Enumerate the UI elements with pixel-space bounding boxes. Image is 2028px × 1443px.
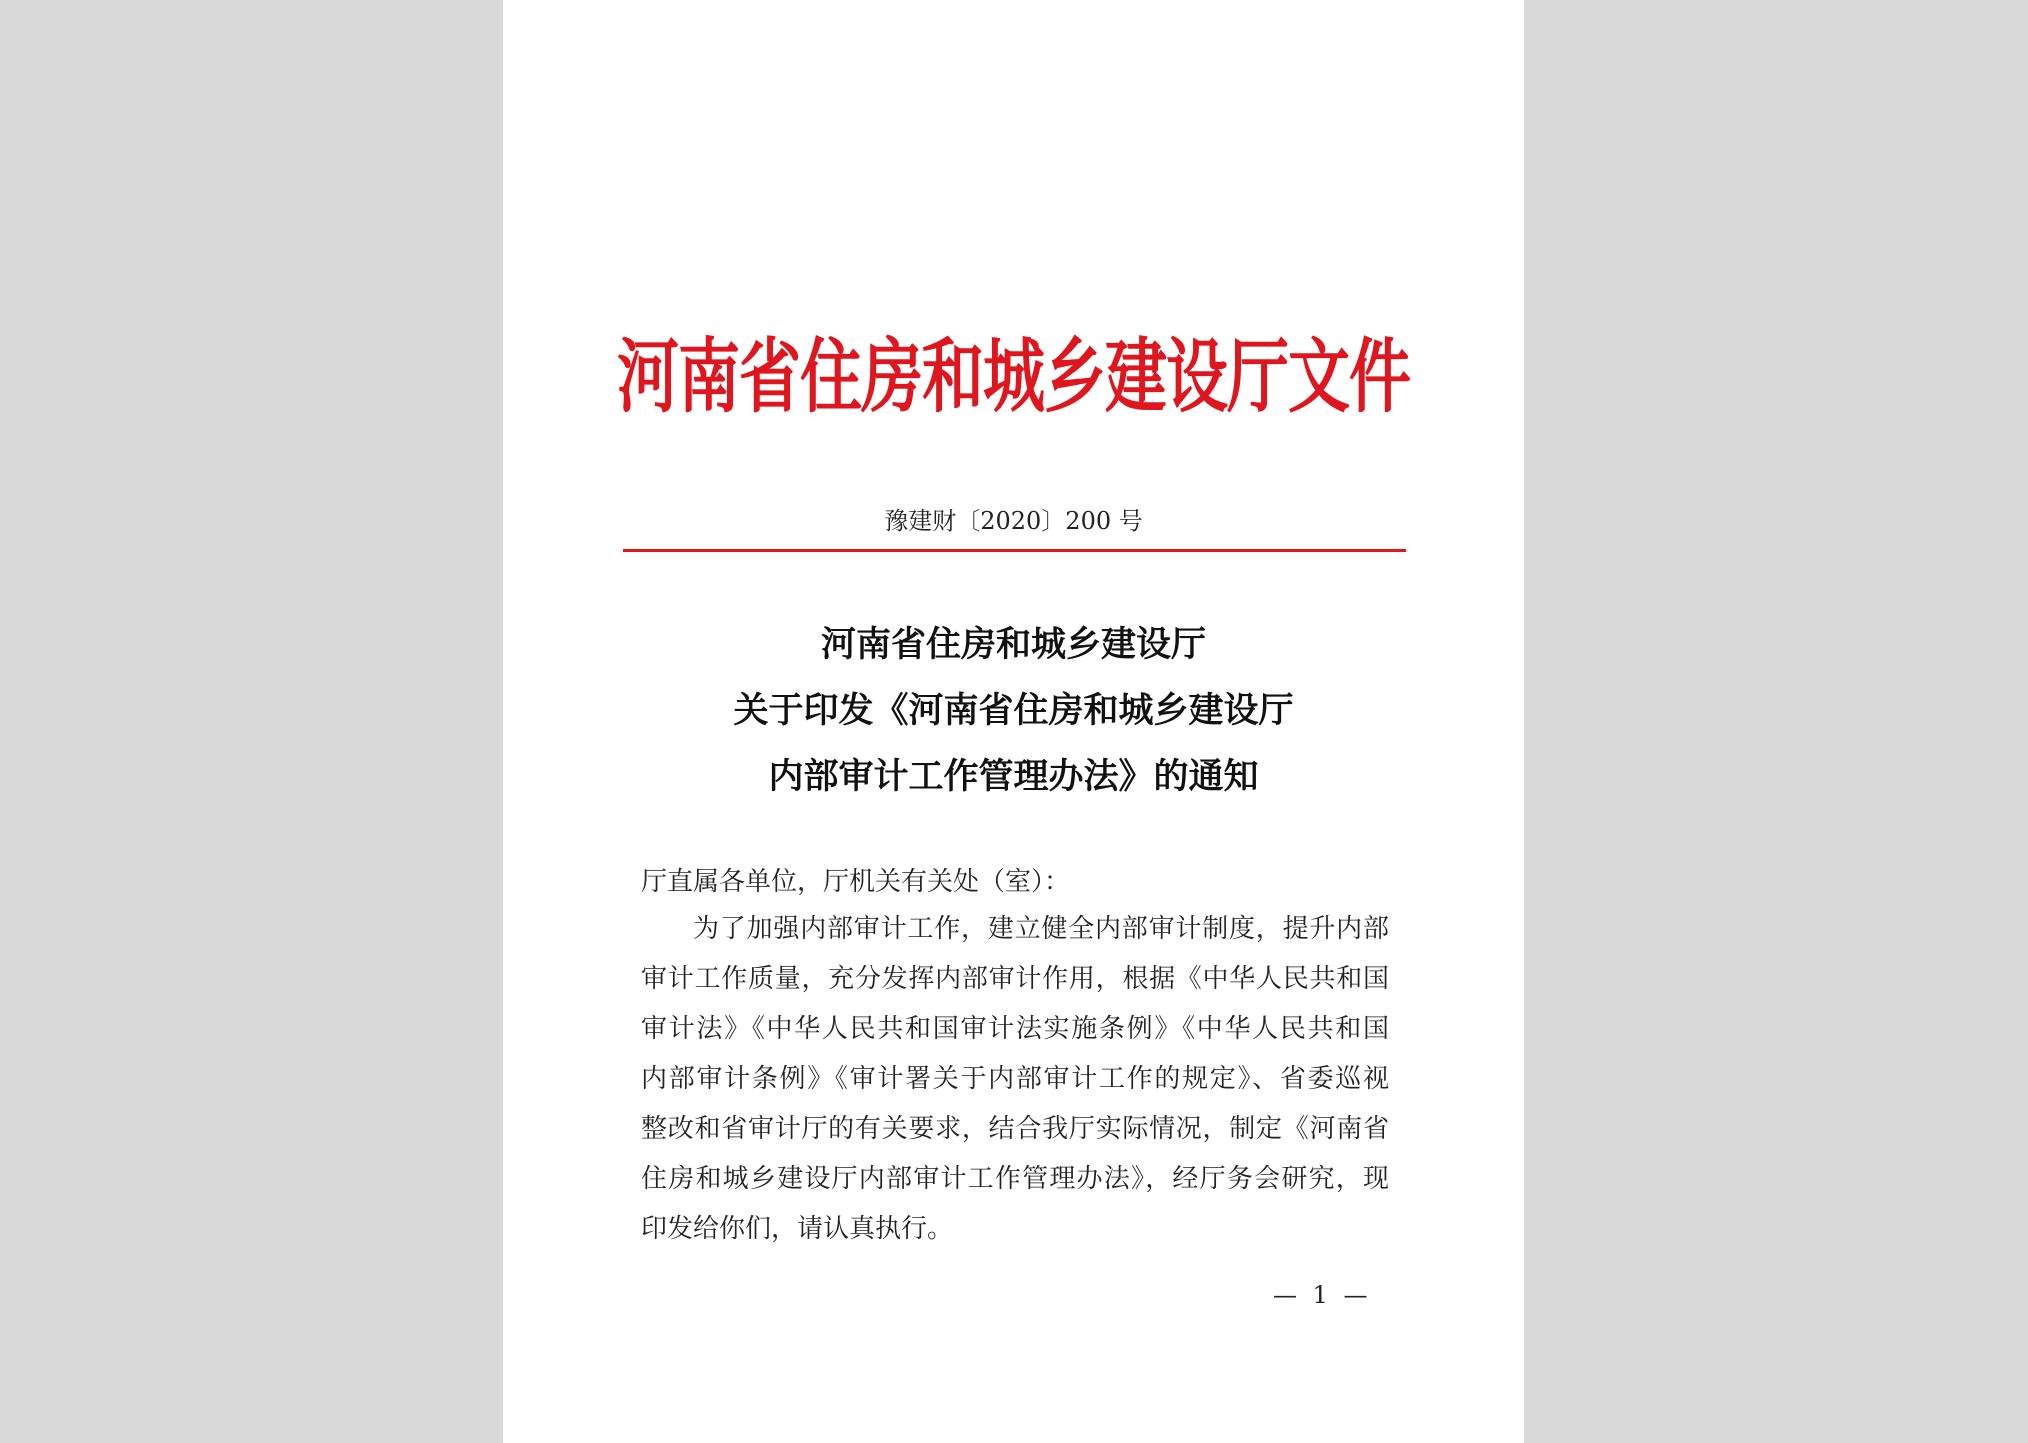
body-line: 住房和城乡建设厅内部审计工作管理办法》，经厅务会研究，现	[641, 1164, 1389, 1194]
body-line: 内部审计条例》《审计署关于内部审计工作的规定》、省委巡视	[641, 1064, 1389, 1094]
masthead-title: 河南省住房和城乡建设厅文件	[616, 328, 1410, 424]
body-line: 整改和省审计厅的有关要求，结合我厅实际情况，制定《河南省	[641, 1114, 1389, 1144]
document-page	[503, 0, 1524, 1443]
title-line: 内部审计工作管理办法》的通知	[768, 756, 1259, 797]
addressee: 厅直属各单位，厅机关有关处（室）：	[641, 867, 1071, 897]
body-line: 审计工作质量，充分发挥内部审计作用，根据《中华人民共和国	[641, 964, 1389, 994]
red-divider-line	[623, 549, 1406, 552]
body-line: 审计法》《中华人民共和国审计法实施条例》《中华人民共和国	[641, 1014, 1389, 1044]
body-paragraph	[641, 904, 1389, 1254]
body-line: 印发给你们，请认真执行。	[641, 1214, 954, 1244]
document-number: 豫建财〔2020〕200 号	[884, 507, 1143, 535]
page-number: — 1 —	[1273, 1281, 1372, 1309]
notice-title	[503, 612, 1524, 810]
title-line: 关于印发《河南省住房和城乡建设厅	[733, 690, 1294, 731]
title-line: 河南省住房和城乡建设厅	[820, 624, 1206, 665]
body-line: 为了加强内部审计工作，建立健全内部审计制度，提升内部	[693, 914, 1389, 944]
